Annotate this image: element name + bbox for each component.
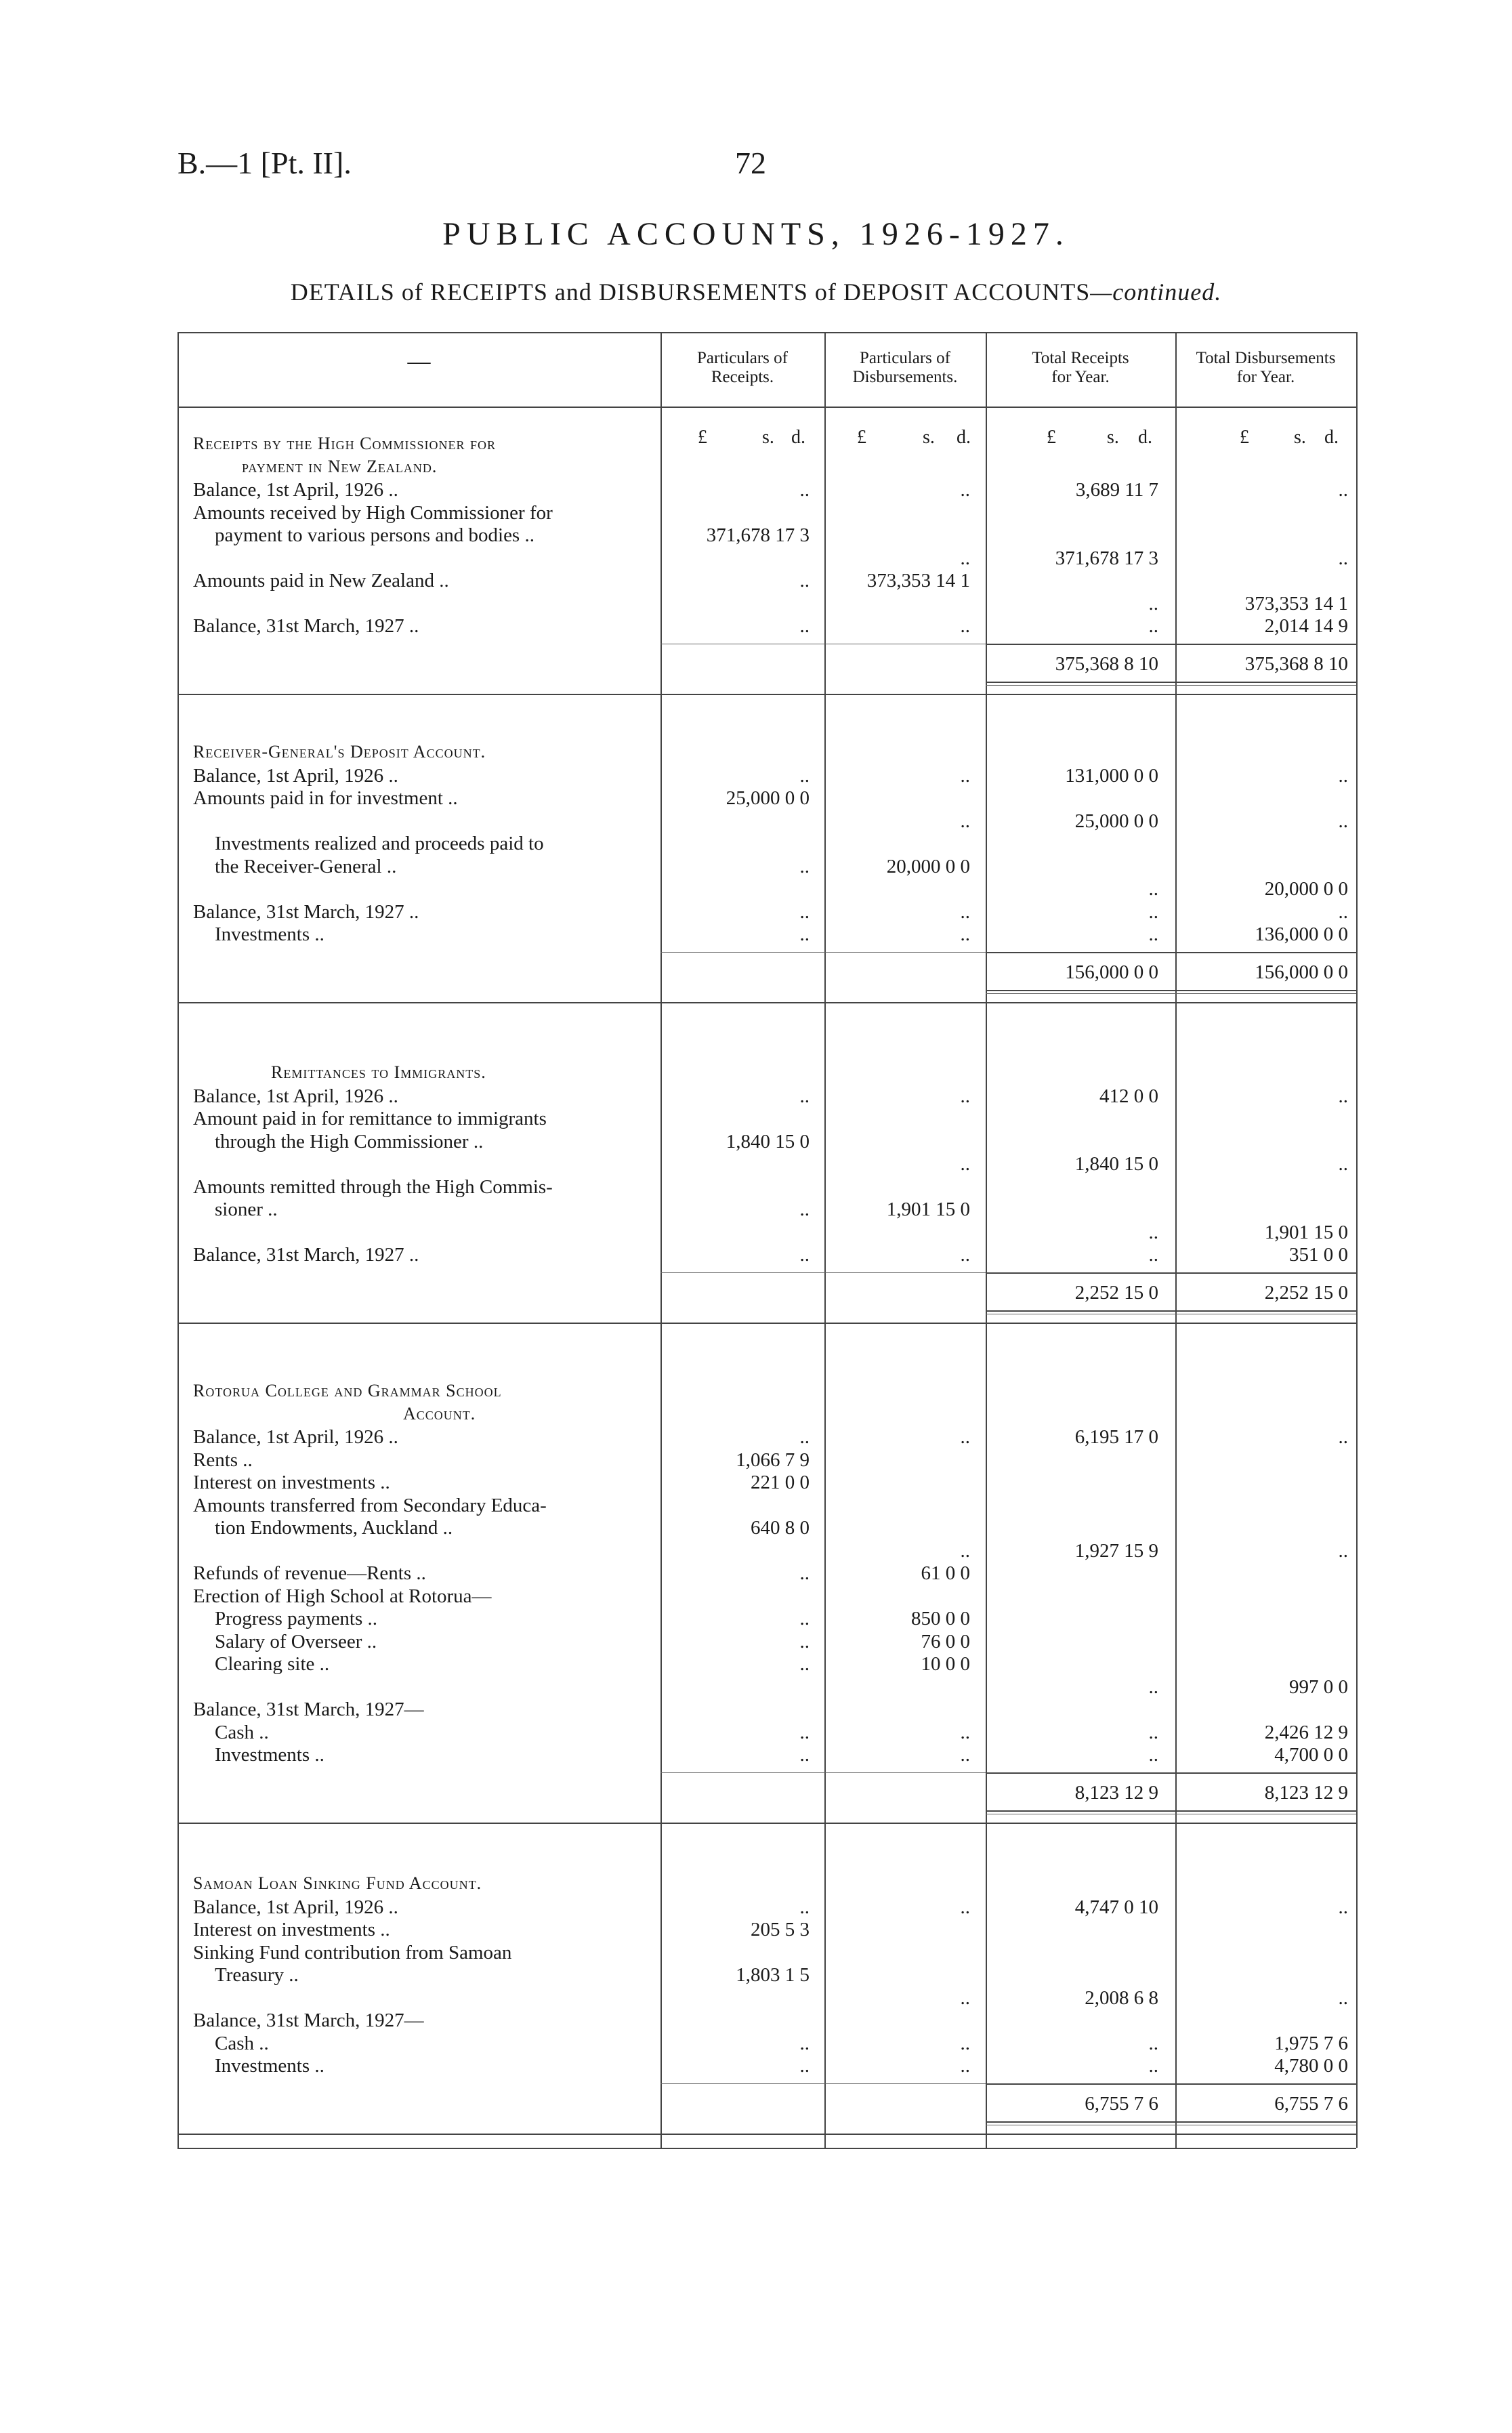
cell-td: .. — [1338, 547, 1348, 569]
unit-pound-tr: £ — [1047, 427, 1056, 448]
row-label: Amounts paid in New Zealand .. — [193, 570, 449, 591]
cell-td: .. — [1338, 1153, 1348, 1175]
page-title: PUBLIC ACCOUNTS, 1926-1927. — [442, 216, 1070, 252]
col-rule-right — [1356, 332, 1358, 2148]
cell-pd: .. — [960, 923, 970, 945]
cell-pd: 76 0 0 — [921, 1630, 970, 1652]
row-label: Cash .. — [215, 2032, 269, 2054]
table-bottom-rule — [177, 2148, 1356, 2149]
cell-pr: .. — [799, 855, 810, 877]
unit-pence-pr: d. — [791, 427, 805, 448]
cell-pr: .. — [799, 615, 810, 637]
unit-shilling-pd: s. — [923, 427, 935, 448]
cell-pr: .. — [799, 1653, 810, 1675]
total-tr: 2,252 15 0 — [1074, 1281, 1158, 1304]
cell-pr: .. — [799, 1608, 810, 1629]
total-rule — [986, 1772, 1356, 1774]
cell-pr: .. — [799, 900, 810, 923]
section-divider — [177, 1323, 1356, 1324]
cell-pr: .. — [799, 1085, 810, 1107]
section-title-3-1: Account. — [403, 1403, 476, 1423]
col-header-particulars-receipts — [660, 349, 824, 387]
section-end-rule — [986, 990, 1356, 991]
cell-pd: .. — [960, 1896, 970, 1918]
section-divider — [177, 1823, 1356, 1824]
row-label: Balance, 31st March, 1927— — [193, 1699, 424, 1720]
cell-tr: 1,927 15 9 — [1074, 1539, 1158, 1562]
cell-pd: .. — [960, 1085, 970, 1107]
cell-tr: 131,000 0 0 — [1065, 764, 1158, 787]
cell-pr: 221 0 0 — [751, 1472, 810, 1493]
total-rule — [986, 644, 1356, 645]
row-label: Balance, 31st March, 1927 .. — [193, 1244, 419, 1266]
row-label: Amounts received by High Commissioner for — [193, 501, 553, 524]
row-label: the Receiver-General .. — [215, 855, 397, 877]
row-label: Amount paid in for remittance to immigrants — [193, 1108, 547, 1129]
cell-tr: .. — [1148, 1676, 1158, 1698]
cell-tr: 1,840 15 0 — [1074, 1153, 1158, 1175]
cell-pr: 1,066 7 9 — [736, 1449, 810, 1471]
unit-pence-td: d. — [1324, 427, 1339, 448]
cell-td: 997 0 0 — [1289, 1676, 1348, 1698]
section-title-0-1: payment in New Zealand. — [242, 456, 438, 476]
row-label: Amounts paid in for investment .. — [193, 787, 458, 809]
cell-tr: .. — [1148, 2032, 1158, 2054]
col-rule-3 — [986, 332, 987, 2148]
row-label: Balance, 1st April, 1926 .. — [193, 764, 398, 787]
row-label: payment to various persons and bodies .. — [215, 524, 534, 546]
section-title-2-0: Remittances to Immigrants. — [271, 1062, 486, 1082]
row-label: Investments .. — [215, 2055, 324, 2077]
subtotal-rule — [660, 952, 986, 953]
total-rule — [986, 952, 1356, 953]
cell-pr: .. — [799, 1244, 810, 1266]
cell-pd: .. — [960, 615, 970, 637]
unit-pence-pd: d. — [957, 427, 971, 448]
unit-pence-tr: d. — [1138, 427, 1152, 448]
row-label: Balance, 1st April, 1926 .. — [193, 1896, 398, 1918]
cell-pd: .. — [960, 1153, 970, 1175]
cell-pr: .. — [799, 764, 810, 787]
cell-pr: .. — [799, 1562, 810, 1584]
cell-tr: .. — [1148, 1221, 1158, 1243]
unit-shilling-pr: s. — [762, 427, 774, 448]
subtotal-rule — [660, 1772, 986, 1773]
total-tr: 156,000 0 0 — [1065, 961, 1158, 983]
cell-pr: 25,000 0 0 — [726, 787, 810, 809]
cell-td: .. — [1338, 900, 1348, 923]
cell-pd: 850 0 0 — [911, 1608, 970, 1629]
col-rule-4 — [1175, 332, 1177, 2148]
page-number: 72 — [735, 146, 766, 180]
cell-pr: .. — [799, 570, 810, 591]
row-label: Balance, 1st April, 1926 .. — [193, 479, 398, 501]
cell-pr: .. — [799, 1744, 810, 1766]
row-label: Investments .. — [215, 923, 324, 945]
cell-td: .. — [1338, 1426, 1348, 1448]
row-label: tion Endowments, Auckland .. — [215, 1517, 453, 1539]
table-subtitle — [0, 278, 1512, 306]
cell-pd: .. — [960, 1244, 970, 1266]
row-label: through the High Commissioner .. — [215, 1130, 484, 1152]
cell-tr: 371,678 17 3 — [1055, 547, 1158, 569]
col-header-total-disbursements — [1175, 349, 1356, 387]
cell-pd: 20,000 0 0 — [886, 855, 970, 877]
unit-shilling-td: s. — [1294, 427, 1306, 448]
cell-pr: 205 5 3 — [751, 1919, 810, 1940]
row-label: Balance, 1st April, 1926 .. — [193, 1426, 398, 1448]
unit-shilling-tr: s. — [1107, 427, 1119, 448]
row-label: Clearing site .. — [215, 1653, 330, 1675]
row-label: Erection of High School at Rotorua— — [193, 1585, 492, 1607]
row-label: Investments realized and proceeds paid to — [215, 833, 544, 854]
cell-pd: .. — [960, 1987, 970, 2009]
total-rule — [986, 1272, 1356, 1274]
row-label: Investments .. — [215, 1744, 324, 1766]
col-header-td-line1: Total Disbursements — [1196, 349, 1336, 367]
cell-pr: .. — [799, 1721, 810, 1743]
cell-td: 4,700 0 0 — [1274, 1744, 1348, 1766]
row-label: Salary of Overseer .. — [215, 1630, 377, 1652]
cell-td: .. — [1338, 1896, 1348, 1918]
row-label: Balance, 31st March, 1927 .. — [193, 615, 419, 637]
cell-td: .. — [1338, 810, 1348, 832]
cell-td: .. — [1338, 1987, 1348, 2009]
col-header-pr-line1: Particulars of — [697, 349, 788, 367]
cell-td: .. — [1338, 764, 1348, 787]
cell-pr: .. — [799, 2055, 810, 2077]
cell-tr: .. — [1148, 1721, 1158, 1743]
cell-td: 351 0 0 — [1289, 1244, 1348, 1266]
cell-pd: .. — [960, 1539, 970, 1562]
section-title-3-0: Rotorua College and Grammar School — [193, 1381, 502, 1400]
col-rule-left — [177, 332, 179, 2148]
cell-tr: .. — [1148, 1744, 1158, 1766]
section-title-1-0: Receiver-General's Deposit Account. — [193, 742, 486, 762]
total-td: 375,368 8 10 — [1244, 652, 1348, 675]
section-end-rule-2 — [986, 685, 1356, 686]
col-header-total-receipts — [986, 349, 1175, 387]
cell-pd: .. — [960, 1426, 970, 1448]
cell-td: 20,000 0 0 — [1264, 878, 1348, 900]
cell-pd: .. — [960, 547, 970, 569]
col-header-tr-line1: Total Receipts — [1032, 349, 1129, 367]
cell-pd: 61 0 0 — [921, 1562, 970, 1584]
cell-td: .. — [1338, 479, 1348, 501]
cell-td: 2,014 14 9 — [1264, 615, 1348, 637]
subtitle-continued: —continued. — [1090, 278, 1222, 306]
col-header-blank: — — [407, 349, 431, 374]
cell-pd: .. — [960, 2055, 970, 2077]
section-divider — [177, 1002, 1356, 1003]
cell-td: 1,901 15 0 — [1264, 1221, 1348, 1243]
cell-pd: .. — [960, 479, 970, 501]
cell-tr: .. — [1148, 923, 1158, 945]
col-rule-1 — [660, 332, 662, 2148]
row-label: Interest on investments .. — [193, 1472, 390, 1493]
row-label: Sinking Fund contribution from Samoan — [193, 1941, 512, 1963]
row-label: Cash .. — [215, 1721, 269, 1743]
cell-pd: 373,353 14 1 — [866, 570, 970, 591]
cell-pd: .. — [960, 900, 970, 923]
cell-pd: 10 0 0 — [921, 1653, 970, 1675]
section-title-0-0: Receipts by the High Commissioner for — [193, 434, 496, 453]
section-title-4-0: Samoan Loan Sinking Fund Account. — [193, 1873, 482, 1893]
section-end-rule — [986, 1310, 1356, 1312]
unit-pound-pd: £ — [857, 427, 866, 448]
cell-tr: .. — [1148, 592, 1158, 615]
cell-pr: .. — [799, 1199, 810, 1220]
cell-tr: 3,689 11 7 — [1075, 479, 1158, 501]
cell-pr: 1,803 1 5 — [736, 1964, 810, 1986]
section-end-rule-2 — [986, 993, 1356, 994]
document-reference: B.—1 [Pt. II]. — [177, 146, 352, 180]
section-end-rule — [986, 2121, 1356, 2123]
total-td: 156,000 0 0 — [1255, 961, 1348, 983]
row-label: Amounts remitted through the High Commis- — [193, 1176, 553, 1198]
cell-pr: 640 8 0 — [751, 1517, 810, 1539]
cell-td: 373,353 14 1 — [1244, 592, 1348, 615]
cell-pd: .. — [960, 1744, 970, 1766]
section-end-rule — [986, 682, 1356, 683]
cell-tr: 2,008 6 8 — [1085, 1987, 1158, 2009]
cell-tr: .. — [1148, 1244, 1158, 1266]
cell-td: 2,426 12 9 — [1264, 1721, 1348, 1743]
cell-tr: 412 0 0 — [1099, 1085, 1158, 1107]
cell-tr: .. — [1148, 900, 1158, 923]
total-td: 6,755 7 6 — [1274, 2092, 1348, 2115]
subtotal-rule — [660, 1272, 986, 1273]
table-top-rule — [177, 332, 1356, 333]
col-rule-2 — [824, 332, 826, 2148]
row-label: Amounts transferred from Secondary Educa- — [193, 1494, 547, 1516]
section-end-rule — [986, 1810, 1356, 1812]
cell-pd: .. — [960, 1721, 970, 1743]
unit-pound-pr: £ — [698, 427, 707, 448]
cell-tr: .. — [1148, 615, 1158, 637]
total-tr: 375,368 8 10 — [1055, 652, 1158, 675]
cell-pr: .. — [799, 1426, 810, 1448]
cell-tr: 6,195 17 0 — [1074, 1426, 1158, 1448]
subtotal-rule — [660, 2083, 986, 2084]
col-header-pd-line2: Disbursements. — [852, 368, 958, 386]
row-label: Balance, 31st March, 1927 .. — [193, 900, 419, 923]
cell-td: 1,975 7 6 — [1274, 2032, 1348, 2054]
cell-tr: .. — [1148, 878, 1158, 900]
cell-pr: 1,840 15 0 — [726, 1130, 810, 1152]
header-bottom-rule — [177, 407, 1356, 408]
subtitle-main: DETAILS of RECEIPTS and DISBURSEMENTS of DEPOSIT ACCOUNTS — [290, 278, 1091, 306]
cell-pd: .. — [960, 810, 970, 832]
total-tr: 6,755 7 6 — [1085, 2092, 1158, 2115]
cell-td: 136,000 0 0 — [1255, 923, 1348, 945]
cell-tr: 4,747 0 10 — [1074, 1896, 1158, 1918]
cell-tr: 25,000 0 0 — [1074, 810, 1158, 832]
total-td: 2,252 15 0 — [1264, 1281, 1348, 1304]
cell-td: .. — [1338, 1539, 1348, 1562]
row-label: Treasury .. — [215, 1964, 299, 1986]
section-divider — [177, 2134, 1356, 2135]
col-header-pd-line1: Particulars of — [860, 349, 950, 367]
row-label: Progress payments .. — [215, 1608, 378, 1629]
row-label: Rents .. — [193, 1449, 253, 1471]
cell-pr: .. — [799, 479, 810, 501]
col-header-pr-line2: Receipts. — [711, 368, 774, 386]
cell-td: 4,780 0 0 — [1274, 2055, 1348, 2077]
cell-pr: .. — [799, 1630, 810, 1652]
row-label: Balance, 1st April, 1926 .. — [193, 1085, 398, 1107]
cell-tr: .. — [1148, 2055, 1158, 2077]
row-label: Balance, 31st March, 1927— — [193, 2010, 424, 2031]
section-divider — [177, 694, 1356, 695]
cell-pr: .. — [799, 1896, 810, 1918]
col-header-tr-line2: for Year. — [1051, 368, 1110, 386]
cell-pr: .. — [799, 2032, 810, 2054]
cell-pd: .. — [960, 2032, 970, 2054]
row-label: sioner .. — [215, 1199, 278, 1220]
total-tr: 8,123 12 9 — [1074, 1781, 1158, 1804]
row-label: Interest on investments .. — [193, 1919, 390, 1940]
cell-pr: 371,678 17 3 — [706, 524, 810, 546]
row-label: Refunds of revenue—Rents .. — [193, 1562, 426, 1584]
col-header-td-line2: for Year. — [1236, 368, 1295, 386]
cell-pr: .. — [799, 923, 810, 945]
total-rule — [986, 2083, 1356, 2085]
cell-pd: .. — [960, 764, 970, 787]
cell-pd: 1,901 15 0 — [886, 1199, 970, 1220]
unit-pound-td: £ — [1240, 427, 1249, 448]
cell-td: .. — [1338, 1085, 1348, 1107]
col-header-particulars-disbursements — [824, 349, 986, 387]
total-td: 8,123 12 9 — [1264, 1781, 1348, 1804]
